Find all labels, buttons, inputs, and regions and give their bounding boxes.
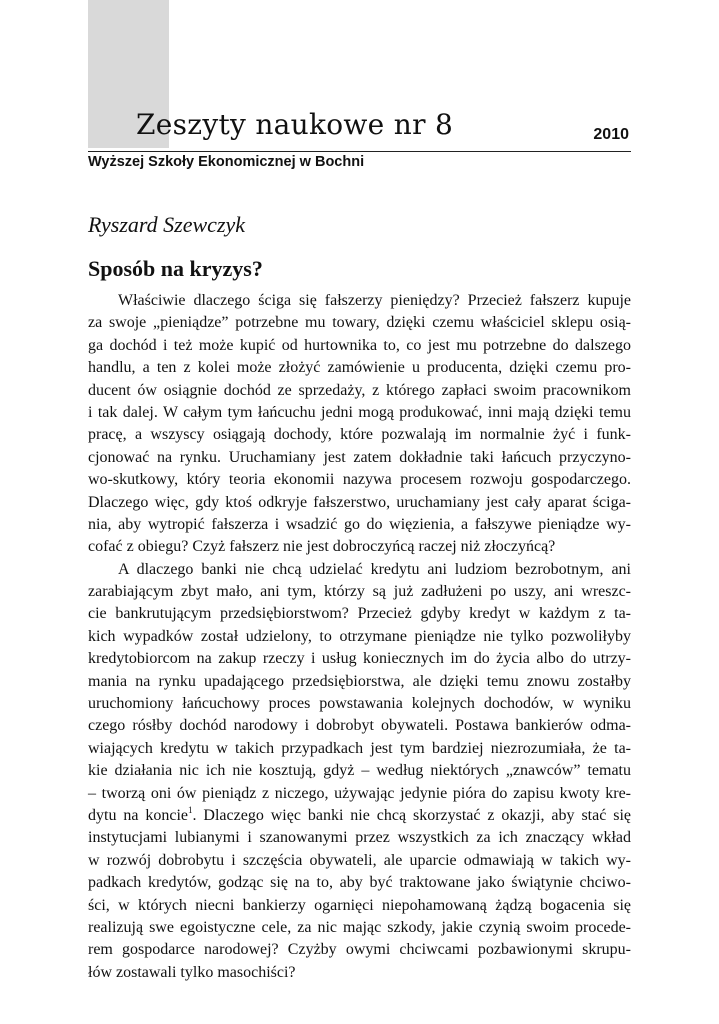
body-line: kich wypadków został udzielony, to otrzymane pieniądze nie tylko pozwoliłyby bbox=[88, 627, 631, 645]
footnote-reference[interactable]: 1 bbox=[188, 804, 193, 815]
footnote-line-end: . Dlaczego więc banki nie chcą skorzystać z okazji, aby stać się bbox=[192, 806, 631, 824]
body-line: cjonować na rynku. Uruchamiany jest zatem dokładnie taki łańcuch przyczyno- bbox=[88, 448, 631, 466]
body-line: kredytobiorcom na zakup rzeczy i usług koniecznych im do życia albo do utrzy- bbox=[88, 650, 631, 668]
body-line: instytucjami lubianymi i szanowanymi przez wszystkich za ich znaczący wkład bbox=[88, 829, 631, 847]
article-author: Ryszard Szewczyk bbox=[88, 212, 246, 237]
body-line: Dlaczego więc, gdy ktoś odkryje fałszerstwo, uruchamiany jest cały aparat ściga- bbox=[88, 493, 631, 511]
header-rule bbox=[88, 151, 631, 152]
body-line: rem gospodarce narodowej? Czyżby owymi chciwcami pozbawionymi skrupu- bbox=[88, 941, 631, 959]
body-line: za swoje „pieniądze” potrzebne mu towary, dzięki czemu właściciel sklepu osią- bbox=[88, 314, 631, 332]
body-line: kie działania nic ich nie kosztują, gdyż – według niektórych „znawców” tematu bbox=[88, 762, 631, 780]
publication-year: 2010 bbox=[593, 126, 629, 143]
body-line: ducent ów osiągnie dochód ze sprzedaży, z którego zapłaci swoim pracownikom bbox=[88, 381, 631, 399]
article-body bbox=[88, 290, 631, 984]
body-line: ści, w których niecni bankierzy ogarnięci niepohamowaną żądzą bogacenia się bbox=[88, 896, 631, 914]
body-line: cie bankrutującym przedsiębiorstwom? Przecież gdyby kredyt w każdym z ta- bbox=[88, 605, 631, 623]
body-line: A dlaczego banki nie chcą udzielać kredytu ani ludziom bezrobotnym, ani bbox=[118, 560, 631, 578]
body-line: cofać z obiegu? Czyż fałszerz nie jest dobroczyńcą raczej niż złoczyńcą? bbox=[88, 538, 556, 556]
school-name: Wyższej Szkoły Ekonomicznej w Bochni bbox=[88, 154, 365, 170]
body-line: pracę, a wszyscy osiągają dochody, które pozwalają im normalnie żyć i funk- bbox=[88, 426, 631, 444]
body-line-with-footnote bbox=[88, 805, 631, 827]
body-line: wiających kredytu w takich przypadkach jest tym bardziej niezrozumiała, że ta- bbox=[88, 739, 631, 757]
body-line: czego rósłby dochód narodowy i dobrobyt obywateli. Postawa bankierów odma- bbox=[88, 717, 631, 735]
footnote-line-start: dytu na koncie bbox=[88, 806, 189, 824]
body-line: mania na rynku upadającego przedsiębiorstwa, ale dzięki temu znowu zostałby bbox=[88, 672, 631, 690]
body-line: ga dochód i też może kupić od hurtownika to, co jest mu potrzebne do dalszego bbox=[88, 336, 631, 354]
body-line: handlu, a ten z kolei może złożyć zamówienie u producenta, dzięki czemu pro- bbox=[88, 359, 631, 377]
body-line: łów zostawali tylko masochiści? bbox=[88, 963, 296, 981]
body-line: – tworzą oni ów pieniądz z niczego, używając jedynie pióra do zapisu kwoty kre- bbox=[88, 784, 631, 802]
body-line: i tak dalej. W całym tym łańcuchu jedni mogą produkować, inni mają dzięki temu bbox=[88, 403, 631, 421]
body-line: padkach kredytów, godząc się na to, aby być traktowane jako świątynie chciwo- bbox=[88, 874, 631, 892]
body-line: realizują swe egoistyczne cele, za nic mając szkody, jakie czynią swoim procede- bbox=[88, 918, 631, 936]
body-line: Właściwie dlaczego ściga się fałszerzy pieniędzy? Przecież fałszerz kupuje bbox=[118, 292, 631, 309]
body-line: uruchomiony łańcuchowy proces powstawania kolejnych dochodów, w wyniku bbox=[88, 695, 631, 713]
body-line: nia, aby wytropić fałszerza i wsadzić go do więzienia, a fałszywe pieniądze wy- bbox=[88, 515, 631, 533]
body-line: wo-skutkowy, który teoria ekonomii nazywa procesem rozwoju gospodarczego. bbox=[88, 471, 631, 489]
journal-title: Zeszyty naukowe nr 8 bbox=[136, 108, 454, 141]
article-title: Sposób na kryzys? bbox=[88, 256, 263, 281]
body-line: w rozwój dobrobytu i szczęścia obywateli, ale uparcie odmawiają w takich wy- bbox=[88, 851, 631, 869]
body-line: zarabiającym zbyt mało, ani tym, którzy są już zadłużeni po uszy, ani wreszc- bbox=[88, 583, 631, 601]
